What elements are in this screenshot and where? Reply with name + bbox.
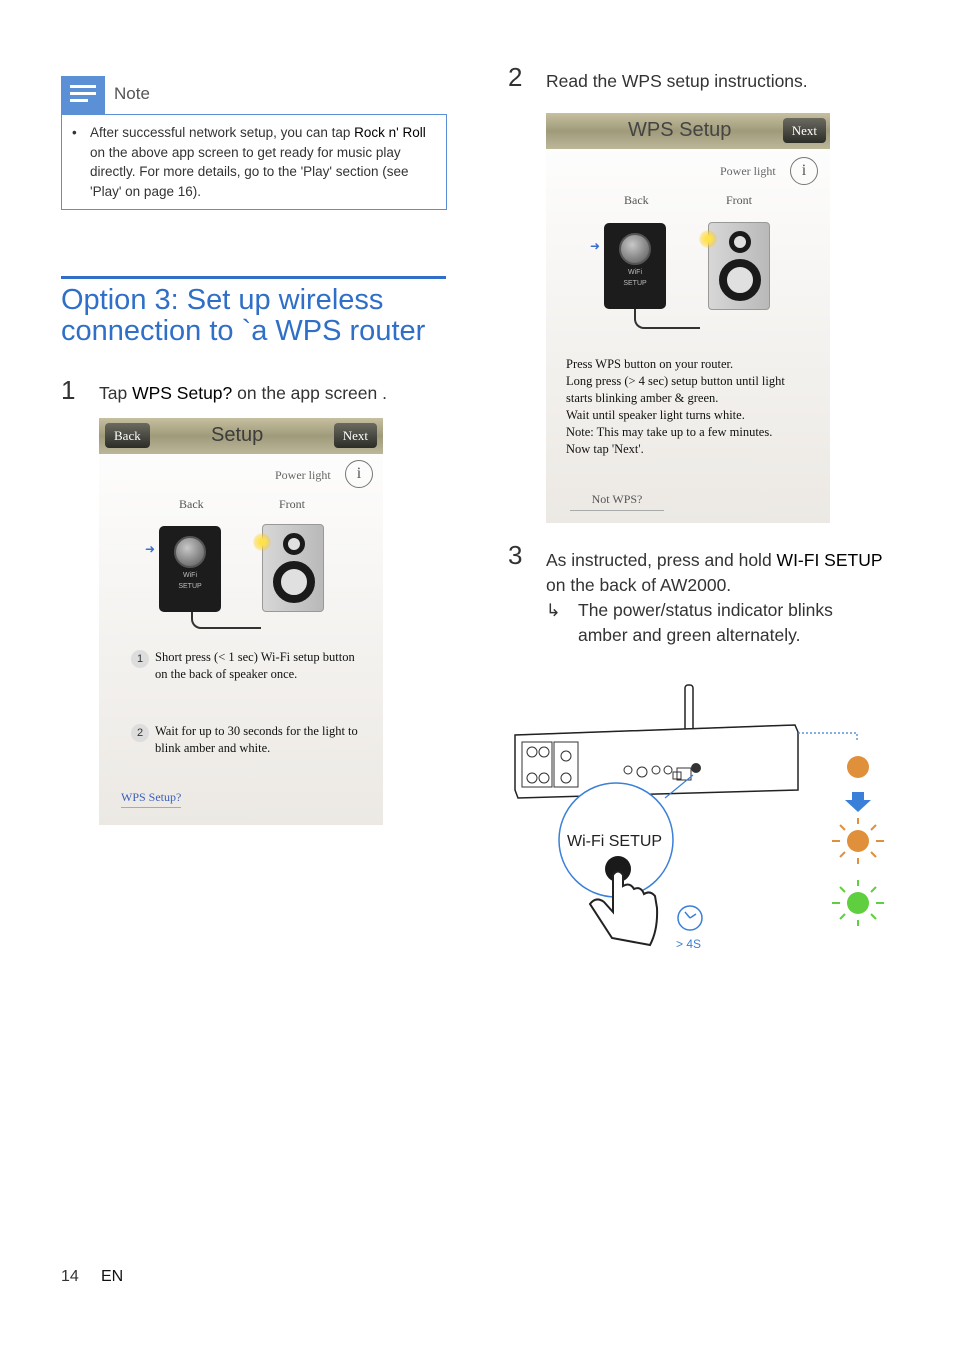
wps-instructions: Press WPS button on your router. Long press (> 4 sec) setup button until light starts blinking amber & green. Wait until speaker light turns white. Note: This may take up to a few minutes. Now tap 'Next'. [566, 357, 785, 456]
wifi-setup-button-label: Wi-Fi SETUP [567, 833, 663, 850]
wps-setup-app-screen [546, 113, 830, 523]
wps-setup-title: WPS Setup [628, 119, 732, 141]
language-code: EN [101, 1268, 124, 1285]
step-2-number: 2 [508, 62, 523, 92]
speaker-back-image-2: WiFi SETUP [604, 223, 666, 309]
result-arrow-icon: ↳ [546, 600, 561, 620]
wifi-setup-knob [174, 536, 206, 568]
speaker-front-image [262, 524, 324, 612]
device-illustration [510, 680, 900, 960]
down-arrow-icon [845, 792, 871, 812]
setup-title: Setup [211, 424, 264, 446]
back-button[interactable]: Back [105, 423, 150, 448]
back-label: Back [179, 497, 204, 511]
not-wps-link[interactable]: Not WPS? [570, 492, 664, 511]
green-blinking-light [847, 892, 869, 914]
timer-label: > 4S [676, 937, 702, 951]
step-3-result: The power/status indicator blinks amber and green alternately. [578, 600, 833, 645]
power-light-label: Power light [275, 468, 331, 482]
power-light-label-2: Power light [720, 164, 776, 178]
step-2-text: Read the WPS setup instructions. [546, 71, 808, 91]
step-3-text: As instructed, press and hold WI-FI SETUP on the back of AW2000. [546, 550, 883, 595]
amber-light [847, 756, 869, 778]
setup-titlebar [99, 418, 383, 454]
step-1-number: 1 [61, 375, 76, 405]
instruction-2: Wait for up to 30 seconds for the light to blink amber and white. [155, 724, 358, 755]
note-icon [61, 76, 105, 114]
back-label-2: Back [624, 193, 649, 207]
instruction-1: Short press (< 1 sec) Wi-Fi setup button on the back of speaker once. [155, 650, 355, 681]
speaker-front-image-2 [708, 222, 770, 310]
note-bullet: • [72, 125, 77, 140]
section-title: Option 3: Set up wireless connection to `a WPS router [61, 284, 426, 347]
step-1-text: Tap WPS Setup? on the app screen . [99, 383, 387, 403]
note-text: • After successful network setup, you can tap Rock n' Roll on the above app screen to get ready for music play directly. For more details, go to the 'Play' section (see 'Play' on page 16). [72, 125, 426, 199]
note-title: Note [114, 84, 150, 103]
arrow-icon: ➜ [145, 542, 156, 556]
amber-blinking-light [847, 830, 869, 852]
power-light-glow-2 [699, 230, 717, 248]
info-icon-2[interactable]: i [790, 157, 818, 185]
front-label-2: Front [726, 193, 753, 207]
info-icon[interactable]: i [345, 460, 373, 488]
next-button-2[interactable]: Next [783, 118, 826, 143]
wps-setup-link[interactable]: WPS Setup? [121, 790, 181, 808]
page-number: 14 [61, 1268, 79, 1285]
arrow-icon-2: ➜ [590, 239, 601, 253]
front-label: Front [279, 497, 306, 511]
speaker-back-image: WiFi SETUP [159, 526, 221, 612]
setup-app-screen: Back Setup Next Power light i Back Front ➜ WiFi SETUP 1 Short press (< 1 sec) Wi-Fi setup button on the back of speaker once. 2 Wait for up to 30 seconds for the light to blink amber and white. WPS Setup? [99, 418, 383, 825]
next-button[interactable]: Next [334, 423, 377, 448]
heading-rule [61, 276, 446, 279]
step-3-number: 3 [508, 540, 523, 570]
power-light-glow [253, 533, 271, 551]
wps-titlebar [546, 113, 830, 149]
